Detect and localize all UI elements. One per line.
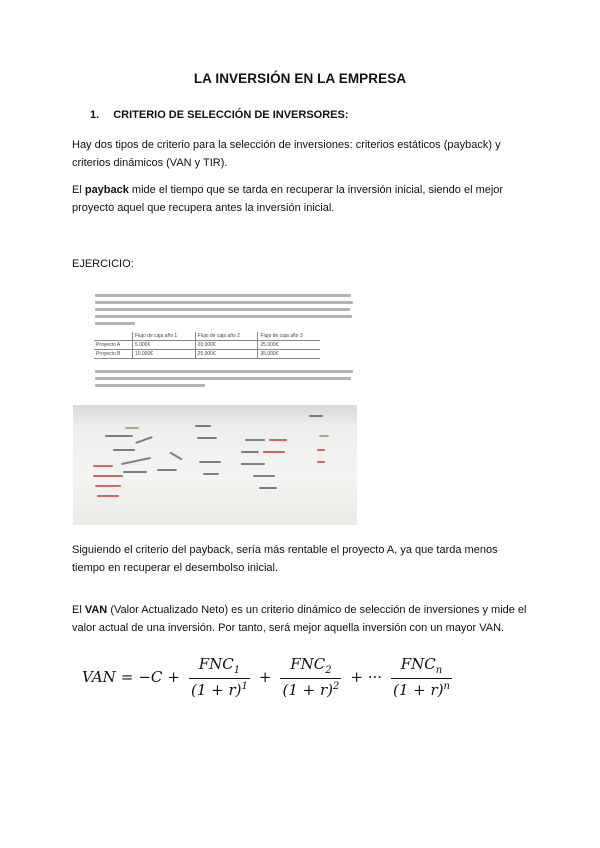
- section-heading: [90, 109, 349, 121]
- exercise-label: EJERCICIO:: [72, 258, 134, 270]
- paragraph-payback: [72, 181, 532, 217]
- table-cell: Proyecto A: [94, 341, 132, 350]
- fraction-denominator: (1 + r): [282, 681, 333, 699]
- exercise-table: [94, 332, 320, 359]
- paragraph-payback-post: mide el tiempo que se tarda en recuperar la inversión inicial, siendo el mejor proyecto aquel que recupera antes la inversión inicial.: [72, 184, 504, 214]
- table-cell: 10.000€: [132, 350, 195, 359]
- table-row: [94, 341, 320, 350]
- van-formula: [82, 652, 456, 702]
- paragraph-van-post: (Valor Actualizado Neto) es un criterio dinámico de selección de inversiones y mide el valor actual de una inversión. Por tanto, será mejor aquella inversión con un mayor VAN.: [72, 604, 527, 634]
- paragraph-van-bold: VAN: [84, 604, 108, 616]
- formula-fraction-n: [391, 655, 452, 699]
- section-number: 1.: [90, 109, 100, 121]
- formula-fraction-2: [280, 655, 341, 699]
- table-cell: [94, 332, 132, 341]
- fraction-subscript: 1: [233, 665, 241, 676]
- paragraph-van-pre: El: [72, 604, 85, 616]
- fraction-numerator: FNC: [198, 655, 234, 673]
- fraction-exponent: 2: [333, 681, 340, 692]
- table-cell: Flujo de caja año 2: [195, 332, 258, 341]
- exercise-image: [93, 286, 355, 398]
- page-title: LA INVERSIÓN EN LA EMPRESA: [193, 71, 407, 86]
- table-cell: 25.000€: [258, 341, 320, 350]
- paragraph-criteria-types: Hay dos tipos de criterio para la selección de inversiones: criterios estáticos (payback) y criterios dinámicos (VAN y TIR).: [72, 139, 501, 169]
- section-heading-text: CRITERIO DE SELECCIÓN DE INVERSORES:: [113, 109, 349, 121]
- fraction-numerator: FNC: [290, 655, 326, 673]
- fraction-subscript: 2: [325, 665, 332, 676]
- table-cell: Flujo de caja año 1: [132, 332, 195, 341]
- table-cell: Flujo de caja año 3: [258, 332, 320, 341]
- formula-plus: +: [167, 668, 180, 686]
- formula-equals: =: [120, 668, 134, 686]
- fraction-exponent: n: [443, 681, 450, 692]
- fraction-exponent: 1: [241, 681, 248, 692]
- paragraph-payback-pre: El: [72, 184, 85, 196]
- table-cell: 35.000€: [258, 350, 320, 359]
- fraction-subscript: n: [435, 665, 443, 676]
- table-row: [94, 350, 320, 359]
- formula-plus: +: [258, 668, 272, 686]
- whiteboard-photo: [73, 405, 357, 525]
- formula-fraction-1: [189, 655, 250, 699]
- formula-minus-c: −C: [138, 668, 163, 686]
- paragraph-van: [72, 601, 532, 637]
- table-cell: 25.000€: [195, 350, 258, 359]
- table-cell: 20.000€: [195, 341, 258, 350]
- formula-ellipsis: + ···: [350, 668, 383, 686]
- fraction-numerator: FNC: [400, 655, 436, 673]
- exercise-table-header: [94, 332, 320, 341]
- table-cell: Proyecto B: [94, 350, 132, 359]
- fraction-denominator: (1 + r): [190, 681, 242, 699]
- formula-lhs: VAN: [82, 668, 116, 686]
- paragraph-payback-conclusion: Siguiendo el criterio del payback, sería más rentable el proyecto A, ya que tarda menos tiempo en recuperar el desembolso inicial.: [72, 544, 498, 574]
- paragraph-payback-bold: payback: [84, 184, 129, 196]
- fraction-denominator: (1 + r): [393, 681, 444, 699]
- table-cell: 5.000€: [132, 341, 195, 350]
